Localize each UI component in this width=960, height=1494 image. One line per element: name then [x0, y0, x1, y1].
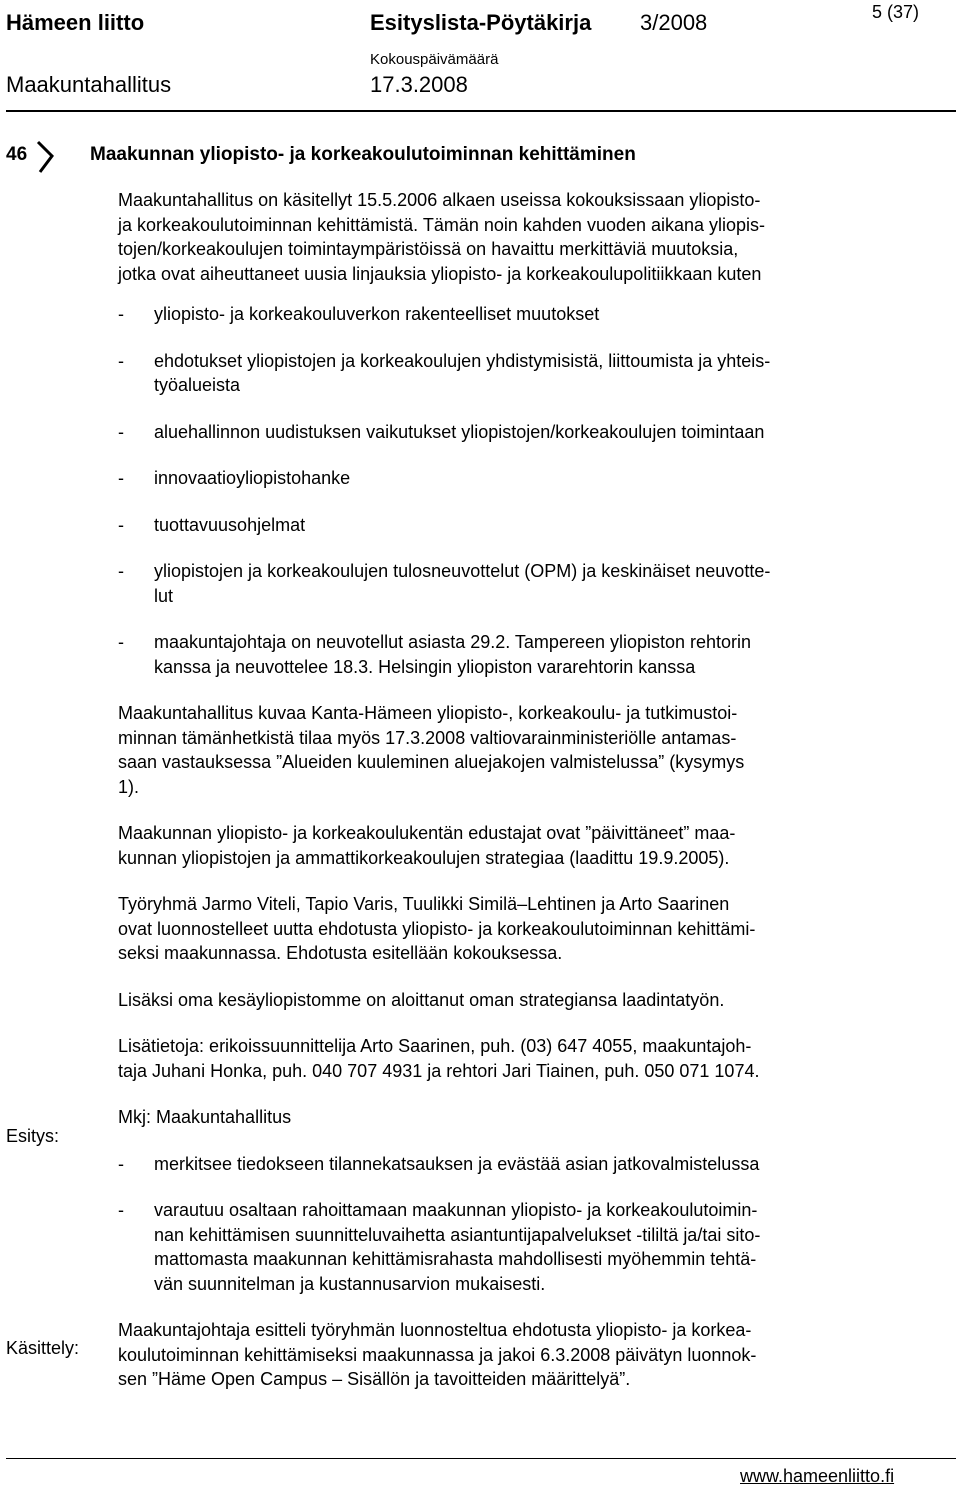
- paragraph-line: Lisätietoja: erikoissuunnittelija Arto Saarinen, puh. (03) 647 4055, maakuntajoh-: [118, 1036, 752, 1056]
- list-item: - tuottavuusohjelmat: [118, 514, 306, 535]
- proposal-presenter-text: Mkj: Maakuntahallitus: [118, 1107, 292, 1127]
- handling-paragraph: [118, 1318, 910, 1392]
- list-item-text: yliopistojen ja korkeakoulujen tulosneuvottelut (OPM) ja keskinäiset neuvotte-: [154, 561, 771, 581]
- list-item-text: yliopisto- ja korkeakouluverkon rakenteelliset muutokset: [154, 304, 600, 324]
- paragraph-line: Maakuntajohtaja esitteli työryhmän luonnosteltua ehdotusta yliopisto- ja korkea-: [118, 1320, 752, 1340]
- paragraph-line: koulutoiminnan kehittämiseksi maakunnassa ja jakoi 6.3.2008 päivätyn luonnok-: [118, 1344, 757, 1365]
- paragraph-line: Maakuntahallitus kuvaa Kanta-Hämeen yliopisto-, korkeakoulu- ja tutkimustoi-: [118, 703, 738, 723]
- paragraph: [118, 701, 910, 799]
- proposal-item: - merkitsee tiedokseen tilannekatsauksen ja evästää asian jatkovalmistelussa: [118, 1153, 760, 1174]
- list-item: - ehdotukset yliopistojen ja korkeakoulujen yhdistymisistä, liittoumista ja yhteis- työalueista: [118, 350, 771, 395]
- paragraph-line: sen ”Häme Open Campus – Sisällön ja tavoitteiden määrittelyä”.: [118, 1369, 631, 1389]
- body-name: Maakuntahallitus: [6, 72, 172, 97]
- org-name: Hämeen liitto: [6, 10, 145, 35]
- list-item: - yliopisto- ja korkeakouluverkon rakenteelliset muutokset: [118, 304, 600, 324]
- list-item: - maakuntajohtaja on neuvotellut asiasta 29.2. Tampereen yliopiston rehtorin kanssa ja neuvottelee 18.3. Helsingin yliopiston vararehtorin kanssa: [118, 632, 752, 677]
- paragraph-line: minnan tämänhetkistä tilaa myös 17.3.2008 valtiovarainministeriölle antamas-: [118, 727, 737, 748]
- list-item-text: varautuu osaltaan rahoittamaan maakunnan yliopisto- ja korkeakoulutoimin-: [154, 1200, 758, 1220]
- intro-line: ja korkeakoulutoiminnan kehittämistä. Tämän noin kahden vuoden aikana yliopis-: [118, 214, 766, 235]
- intro-paragraph: [118, 188, 910, 286]
- proposal-item: - varautuu osaltaan rahoittamaan maakunnan yliopisto- ja korkeakoulutoimin- nan kehittämisen suunnitteluvaihetta asiantuntijapalvelukset -tililtä ja/tai sito- mattomasta maakunnan kehittämisrahasta mahdollisesti myöhemmin tehtä- vän suunnitelman ja kustannusarvion mukaisesti.: [118, 1200, 761, 1294]
- list-item-text: maakuntajohtaja on neuvotellut asiasta 29.2. Tampereen yliopiston rehtorin: [154, 632, 752, 652]
- paragraph: [118, 821, 910, 870]
- doc-type: Esityslista-Pöytäkirja: [370, 10, 592, 35]
- list-item-text: tuottavuusohjelmat: [154, 514, 306, 535]
- meeting-date: 17.3.2008: [370, 72, 468, 97]
- paragraph-line: kunnan yliopistojen ja ammattikorkeakoulujen strategiaa (laadittu 19.9.2005).: [118, 847, 730, 868]
- list-item: - innovaatioyliopistohanke: [118, 468, 351, 488]
- list-item-text: työalueista: [154, 375, 241, 395]
- list-item: - aluehallinnon uudistuksen vaikutukset yliopistojen/korkeakoulujen toimintaan: [118, 421, 765, 442]
- contact-paragraph: [118, 1034, 910, 1083]
- paragraph-line: saan vastauksessa ”Alueiden kuuleminen aluejakojen valmistelussa” (kysymys: [118, 752, 745, 772]
- list-item-text: innovaatioyliopistohanke: [154, 468, 351, 488]
- document-body: [118, 188, 910, 1392]
- paragraph-line: taja Juhani Honka, puh. 040 707 4931 ja rehtori Jari Tiainen, puh. 050 071 1074.: [118, 1060, 760, 1081]
- paragraph-line: Maakunnan yliopisto- ja korkeakoulukentän edustajat ovat ”päivittäneet” maa-: [118, 823, 736, 843]
- paragraph-line: 1).: [118, 776, 140, 797]
- paragraph: [118, 988, 910, 1013]
- list-item-text: ehdotukset yliopistojen ja korkeakoulujen yhdistymisistä, liittoumista ja yhteis-: [154, 350, 771, 371]
- list-item-text: lut: [154, 585, 174, 606]
- proposal-label: Esitys:: [6, 1126, 60, 1146]
- paragraph-line: ovat luonnostelleet uutta ehdotusta yliopisto- ja korkeakoulutoiminnan kehittämi-: [118, 918, 756, 939]
- list-item-text: merkitsee tiedokseen tilannekatsauksen ja evästää asian jatkovalmistelussa: [154, 1153, 760, 1174]
- list-item-text: nan kehittämisen suunnitteluvaihetta asiantuntijapalvelukset -tililtä ja/tai sito-: [154, 1224, 761, 1245]
- list-item-text: kanssa ja neuvottelee 18.3. Helsingin yliopiston vararehtorin kanssa: [154, 656, 696, 677]
- list-item-text: vän suunnitelman ja kustannusarvion mukaisesti.: [154, 1273, 546, 1294]
- intro-line: Maakuntahallitus on käsitellyt 15.5.2006 alkaen useissa kokouksissaan yliopisto-: [118, 190, 761, 210]
- handling-label: Käsittely:: [6, 1338, 80, 1358]
- website-link[interactable]: www.hameenliitto.fi: [740, 1466, 895, 1486]
- proposal-presenter: [118, 1105, 910, 1130]
- paragraph: [118, 892, 910, 966]
- list-item-text: mattomasta maakunnan kehittämisrahasta mahdollisesti myöhemmin tehtä-: [154, 1249, 757, 1269]
- paragraph-line: seksi maakunnassa. Ehdotusta esitellään kokouksessa.: [118, 943, 563, 963]
- footer-rule: [6, 1458, 956, 1459]
- section-mark-icon: [34, 140, 56, 174]
- intro-line: jotka ovat aiheuttaneet uusia linjauksia yliopisto- ja korkeakoulupolitiikkaan kuten: [118, 263, 762, 284]
- list-item-text: aluehallinnon uudistuksen vaikutukset yliopistojen/korkeakoulujen toimintaan: [154, 421, 765, 442]
- intro-line: tojen/korkeakoulujen toimintaympäristöissä on havaittu merkittäviä muutoksia,: [118, 239, 739, 259]
- list-item: - yliopistojen ja korkeakoulujen tulosneuvottelut (OPM) ja keskinäiset neuvotte- lut: [118, 561, 771, 606]
- paragraph-line: Työryhmä Jarmo Viteli, Tapio Varis, Tuulikki Similä–Lehtinen ja Arto Saarinen: [118, 894, 730, 914]
- date-label: Kokouspäivämäärä: [370, 51, 499, 68]
- page-number: 5 (37): [872, 2, 920, 22]
- doc-number: 3/2008: [640, 10, 708, 35]
- section-number: 46: [6, 144, 28, 165]
- paragraph-line: Lisäksi oma kesäyliopistomme on aloittanut oman strategiansa laadintatyön.: [118, 989, 725, 1010]
- section-title: Maakunnan yliopisto- ja korkeakoulutoiminnan kehittäminen: [90, 144, 636, 165]
- header-rule: [6, 110, 956, 112]
